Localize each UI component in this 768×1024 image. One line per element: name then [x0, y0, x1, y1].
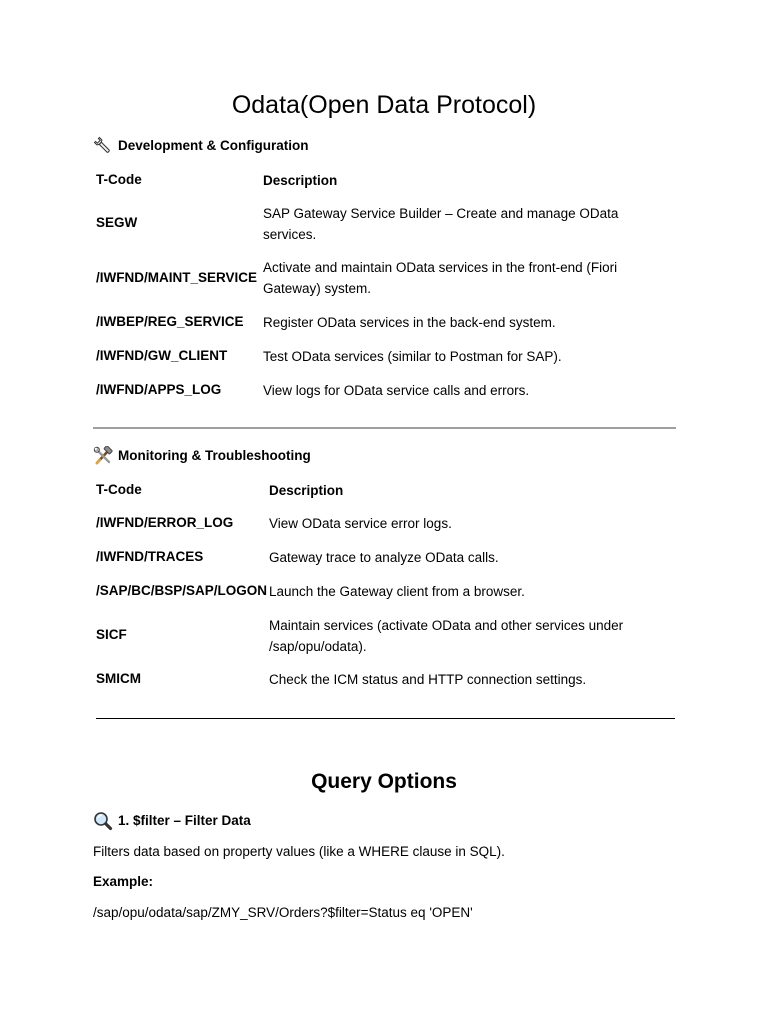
section-heading-filter: [93, 811, 251, 831]
wrench-icon: [93, 136, 113, 156]
tcode: /IWFND/APPS_LOG: [96, 382, 222, 397]
hammer-wrench-icon: [93, 446, 113, 466]
section-heading-label: Monitoring & Troubleshooting: [118, 448, 311, 463]
tcode: /SAP/BC/BSP/SAP/LOGON: [96, 583, 268, 598]
description: Launch the Gateway client from a browser.: [269, 584, 525, 599]
section-heading-label: 1. $filter – Filter Data: [118, 813, 251, 828]
column-header-description: Description: [263, 173, 338, 188]
description: Register OData services in the back-end system.: [263, 315, 556, 330]
example-url: /sap/opu/odata/sap/ZMY_SRV/Orders?$filter=Status eq 'OPEN': [93, 905, 473, 920]
filter-description: Filters data based on property values (like a WHERE clause in SQL).: [93, 844, 505, 859]
description: View OData service error logs.: [269, 516, 452, 531]
column-header-description: Description: [269, 483, 344, 498]
horizontal-divider: [93, 427, 676, 429]
tcode: /IWFND/TRACES: [96, 549, 204, 564]
page-title: Odata(Open Data Protocol): [231, 91, 537, 119]
description: Test OData services (similar to Postman for SAP).: [263, 349, 562, 364]
description: Maintain services (activate OData and other services under /sap/opu/odata).: [269, 618, 624, 654]
section-heading-development: [93, 136, 309, 156]
section-heading-label: Development & Configuration: [118, 138, 309, 153]
tcode: SEGW: [96, 215, 138, 230]
section-heading-monitoring: [93, 446, 311, 466]
horizontal-divider: [96, 718, 675, 719]
column-header-tcode: T-Code: [96, 482, 142, 497]
tcode: SICF: [96, 627, 127, 642]
tcode: /IWFND/ERROR_LOG: [96, 515, 234, 530]
column-header-tcode: T-Code: [96, 172, 142, 187]
tcode: /IWFND/GW_CLIENT: [96, 348, 228, 363]
description: Check the ICM status and HTTP connection settings.: [269, 672, 587, 687]
description: Gateway trace to analyze OData calls.: [269, 550, 499, 565]
example-label: Example:: [93, 874, 154, 889]
description: View logs for OData service calls and errors.: [263, 383, 530, 398]
description: Activate and maintain OData services in the front-end (Fiori Gateway) system.: [263, 260, 618, 296]
section-title-query-options: Query Options: [311, 770, 457, 793]
tcode: /IWBEP/REG_SERVICE: [96, 314, 244, 329]
tcode: SMICM: [96, 671, 141, 686]
tcode: /IWFND/MAINT_SERVICE: [96, 270, 258, 285]
description: SAP Gateway Service Builder – Create and manage OData services.: [263, 206, 619, 242]
magnifier-icon: [93, 811, 113, 831]
